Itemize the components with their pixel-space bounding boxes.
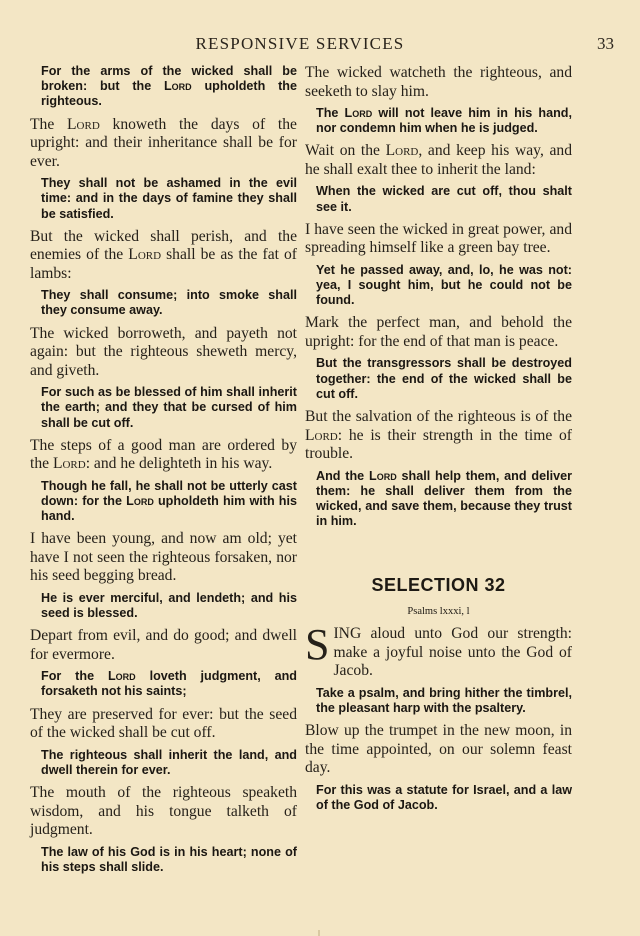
minister-verse — [305, 722, 572, 778]
verse-text: They shall consume; into smoke shall they consume away. — [41, 288, 297, 318]
people-response — [41, 748, 297, 778]
minister-verse — [30, 706, 297, 743]
verse-text: For such as be blessed of him shall inherit the earth; and they that be cursed of him shall be cut off. — [41, 385, 297, 430]
divine-name: Lord — [67, 115, 100, 133]
verse-text: But the transgressors shall be destroyed together: the end of the wicked shall be cut off. — [316, 356, 572, 401]
right-column — [305, 64, 572, 819]
verse-text: The mouth of the righteous speaketh wisdom, and his tongue talketh of judgment. — [30, 784, 297, 839]
verse-text: I have been young, and now am old; yet have I not seen the righteous forsaken, nor his seed begging bread. — [30, 530, 297, 585]
minister-verse — [305, 221, 572, 258]
verse-text: For the — [41, 669, 108, 684]
selection-title: SELECTION 32 — [371, 575, 506, 596]
verse-text: The law of his God is in his heart; none of his steps shall slide. — [41, 844, 297, 874]
verse-text: shall help them, and deliver them: he shall deliver them from the wicked, and save them, because they trust in him. — [316, 468, 572, 529]
verse-text: Yet he passed away, and, lo, he was not: yea, I sought him, but he could not be found. — [316, 262, 572, 308]
divine-name: Lord — [107, 669, 136, 684]
verse-text: Mark the perfect man, and behold the upright: for the end of that man is peace. — [305, 314, 572, 350]
verse-text: : and he delighteth in his way. — [85, 455, 273, 473]
verse-text: will not leave him in his hand, nor condemn him when he is judged. — [316, 106, 572, 136]
page-number: 33 — [597, 34, 614, 53]
verse-text: And the — [316, 468, 370, 483]
people-response — [316, 783, 572, 813]
verse-text: Blow up the trumpet in the new moon, in the time appointed, on our solemn feast day. — [305, 722, 572, 777]
verse-text: I have seen the wicked in great power, and spreading himself like a green bay tree. — [305, 220, 572, 257]
people-response — [316, 263, 572, 309]
verse-text: For this was a statute for Israel, and a law of the God of Jacob. — [316, 782, 572, 812]
minister-verse — [305, 64, 572, 101]
verse-text: For the arms of the wicked shall be broken: but the — [41, 64, 297, 94]
minister-verse — [305, 314, 572, 351]
selection-first-verse — [305, 620, 572, 681]
minister-verse — [30, 325, 297, 381]
verse-text: The — [316, 106, 345, 120]
verse-text: They shall not be ashamed in the evil time: and in the days of famine they shall be satisfied. — [41, 176, 297, 221]
divine-name: Lord — [385, 142, 419, 160]
running-title: RESPONSIVE SERVICES — [195, 34, 405, 53]
people-response — [41, 176, 297, 222]
divine-name: Lord — [163, 79, 192, 94]
verse-text: Wait on the — [305, 142, 386, 160]
left-column — [30, 64, 297, 881]
minister-verse — [30, 228, 297, 284]
verse-text: Though he fall, he shall not be utterly cast down: for the — [41, 478, 297, 508]
people-response — [41, 385, 297, 431]
verse-text: The steps of a good man are ordered by the — [30, 436, 297, 473]
verse-text: shall be as the fat of lambs: — [30, 246, 298, 282]
verse-text: loveth judgment, and forsaketh not his saints; — [41, 669, 297, 699]
minister-verse — [30, 627, 297, 664]
people-response — [41, 845, 297, 875]
people-response — [41, 288, 297, 318]
people-response — [316, 184, 572, 214]
minister-verse — [30, 784, 297, 840]
verse-text: : he is their strength in the time of trouble. — [305, 426, 572, 463]
drop-cap: S — [305, 620, 330, 670]
minister-verse — [305, 142, 572, 179]
verse-text: knoweth the days of the upright: and their inheritance shall be for ever. — [30, 115, 297, 170]
people-response — [316, 686, 572, 716]
binding-mark — [318, 930, 320, 936]
selection-verses — [305, 686, 572, 813]
verse-text: upholdeth the righteous. — [41, 79, 297, 109]
verse-text: But the salvation of the righteous is of the — [305, 408, 572, 426]
divine-name: Lord — [126, 493, 154, 508]
verse-text: Take a psalm, and bring hither the timbrel, the pleasant harp with the psaltery. — [316, 685, 572, 716]
verse-text: The righteous shall inherit the land, and dwell therein for ever. — [41, 747, 297, 777]
people-response — [41, 591, 297, 621]
first-verse-text: ING aloud unto God our strength: make a joyful noise unto the God of Jacob. — [333, 625, 572, 680]
verse-text: upholdeth him with his hand. — [41, 493, 297, 524]
minister-verse — [30, 116, 297, 172]
verse-text: Depart from evil, and do good; and dwell for evermore. — [30, 627, 297, 663]
verse-text: , and keep his way, and he shall exalt thee to inherit the land: — [305, 142, 572, 178]
divine-name: Lord — [52, 455, 86, 473]
minister-verse — [30, 437, 297, 474]
psalm-reference: Psalms lxxxi, l — [407, 606, 470, 618]
people-response — [316, 469, 572, 530]
people-response — [316, 356, 572, 402]
divine-name: Lord — [344, 106, 373, 120]
people-response — [316, 106, 572, 136]
verse-text: But the wicked shall perish, and the enemies of the — [30, 227, 297, 264]
verse-text: The wicked watcheth the righteous, and seeketh to slay him. — [305, 64, 572, 100]
verse-text: The — [30, 115, 68, 133]
divine-name: Lord — [369, 468, 397, 483]
divine-name: Lord — [305, 426, 338, 444]
divine-name: Lord — [128, 246, 162, 264]
verse-text: He is ever merciful, and lendeth; and his seed is blessed. — [41, 590, 297, 621]
minister-verse — [30, 530, 297, 586]
people-response — [41, 479, 297, 525]
verse-text: When the wicked are cut off, thou shalt see it. — [316, 184, 572, 214]
verse-text: The wicked borroweth, and payeth not again: but the righteous sheweth mercy, and giveth. — [30, 324, 297, 379]
page-header — [0, 34, 640, 56]
right-verses — [305, 64, 572, 529]
verse-text: They are preserved for ever: but the seed of the wicked shall be cut off. — [30, 705, 297, 742]
minister-verse — [305, 408, 572, 464]
people-response — [41, 669, 297, 699]
people-response — [41, 64, 297, 110]
